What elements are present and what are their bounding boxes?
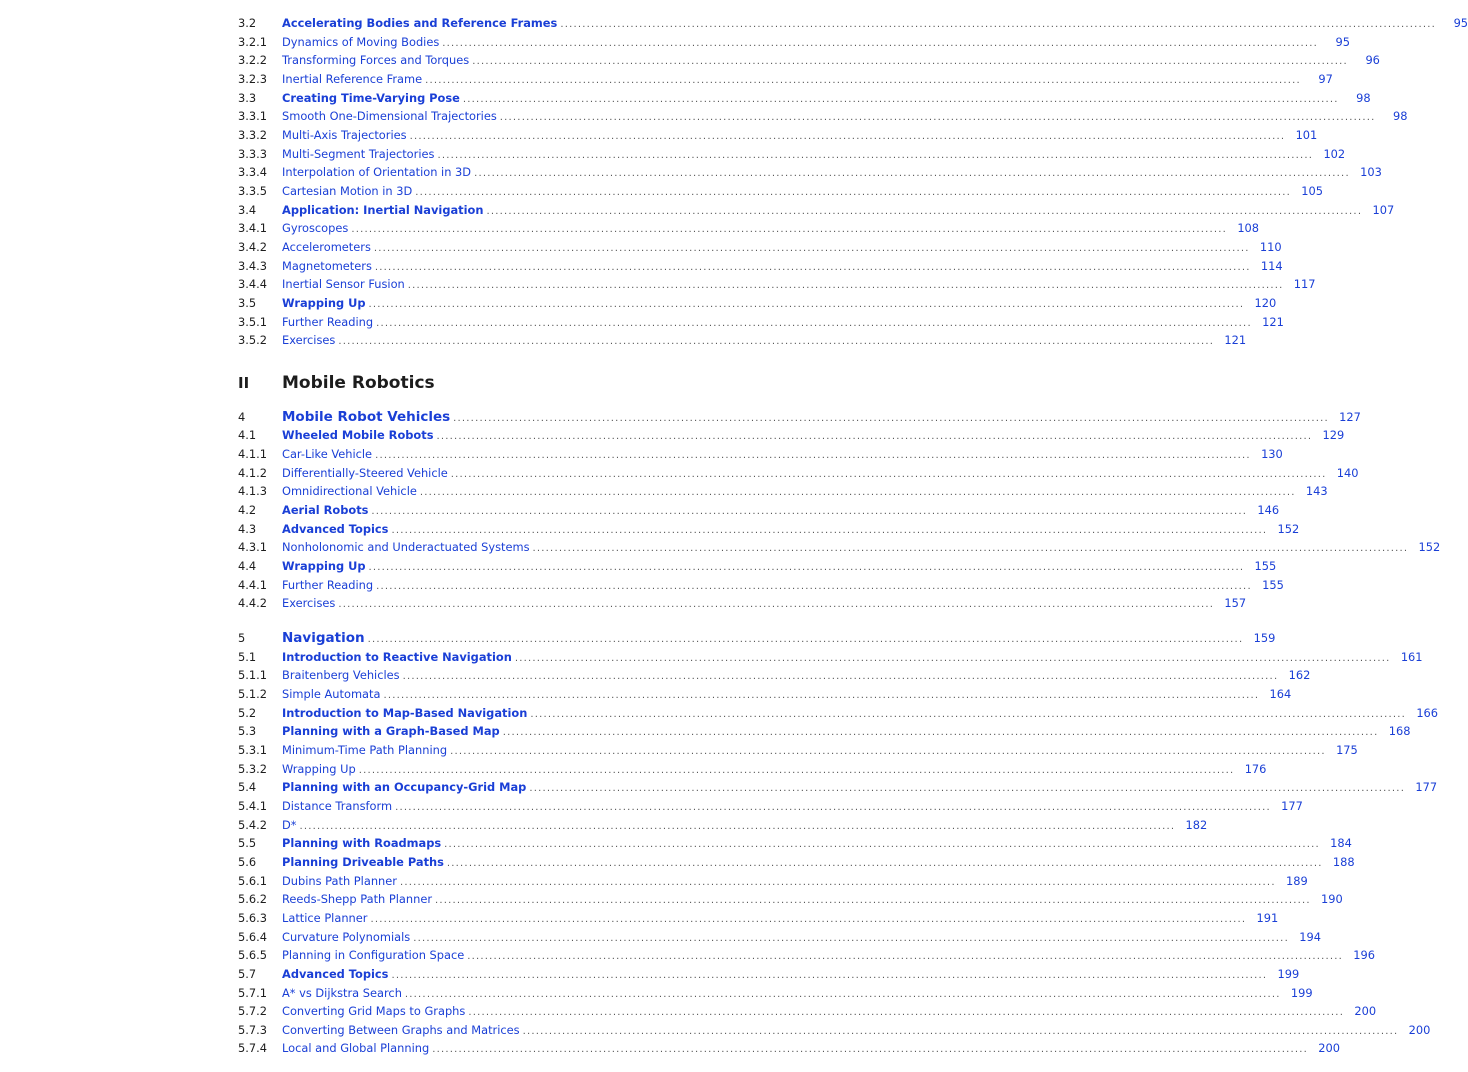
dot-leader: ........................................................................................................................................................................................................ bbox=[529, 783, 1406, 795]
toc-group-chapter-4 bbox=[238, 408, 1441, 613]
toc-entry[interactable] bbox=[238, 51, 1380, 70]
toc-entry[interactable] bbox=[238, 107, 1408, 126]
page-number-link[interactable]: 98 bbox=[1393, 109, 1408, 124]
toc-entry[interactable] bbox=[238, 741, 1358, 760]
section-number: 3.4.1 bbox=[238, 221, 267, 236]
page-number-link[interactable]: 98 bbox=[1356, 90, 1371, 105]
section-number: 5.6.5 bbox=[238, 948, 267, 963]
section-title-link[interactable]: Advanced Topics bbox=[282, 966, 389, 981]
section-title-link[interactable]: Wrapping Up bbox=[282, 295, 366, 310]
toc-entry[interactable] bbox=[238, 182, 1324, 201]
page-number-link[interactable]: 176 bbox=[1244, 761, 1267, 776]
toc-entry[interactable] bbox=[238, 557, 1277, 576]
section-title-link[interactable]: Accelerating Bodies and Reference Frames bbox=[282, 16, 558, 30]
toc-entry[interactable] bbox=[238, 1039, 1340, 1058]
section-title-link[interactable]: Planning with a Graph-Based Map bbox=[282, 724, 500, 739]
section-number: 5.2 bbox=[238, 705, 257, 720]
section-number: 5.4.1 bbox=[238, 798, 267, 813]
section-title-link[interactable]: Car-Like Vehicle bbox=[282, 447, 373, 462]
dot-leader: ........................................................................................................................................................................................................ bbox=[436, 431, 1313, 443]
page-number-link[interactable]: 190 bbox=[1321, 892, 1343, 907]
section-title-link[interactable]: Exercises bbox=[282, 333, 336, 348]
part-number: II bbox=[238, 373, 250, 392]
toc-entry[interactable] bbox=[238, 946, 1376, 965]
dot-leader: ........................................................................................................................................................................................................ bbox=[407, 280, 1284, 292]
section-number: 5.7 bbox=[238, 966, 257, 981]
page-number-link[interactable]: 102 bbox=[1323, 146, 1346, 161]
section-title-link[interactable]: Multi-Axis Trajectories bbox=[282, 127, 407, 142]
dot-leader: ........................................................................................................................................................................................................ bbox=[419, 487, 1296, 499]
page-number-link[interactable]: 175 bbox=[1336, 742, 1358, 757]
section-number: 3.3 bbox=[238, 90, 257, 105]
section-title-link[interactable]: Omnidirectional Vehicle bbox=[282, 484, 417, 499]
section-title-link[interactable]: Mobile Robot Vehicles bbox=[282, 408, 451, 425]
table-of-contents bbox=[238, 14, 1468, 1058]
dot-leader: ........................................................................................................................................................................................................ bbox=[502, 727, 1379, 739]
section-title-link[interactable]: Further Reading bbox=[282, 577, 374, 592]
toc-entry[interactable] bbox=[238, 816, 1208, 835]
section-number: 3.2 bbox=[238, 16, 257, 30]
section-number: 5.6.4 bbox=[238, 929, 267, 944]
dot-leader: ........................................................................................................................................................................................................ bbox=[409, 130, 1286, 142]
section-title-link[interactable]: Dynamics of Moving Bodies bbox=[282, 34, 440, 49]
dot-leader: ........................................................................................................................................................................................................ bbox=[450, 468, 1327, 480]
dot-leader: ........................................................................................................................................................................................................ bbox=[299, 820, 1176, 832]
section-title-link[interactable]: Local and Global Planning bbox=[282, 1041, 430, 1056]
section-title-link[interactable]: Further Reading bbox=[282, 314, 374, 329]
spacer bbox=[238, 350, 750, 372]
section-title-link[interactable]: Introduction to Reactive Navigation bbox=[282, 649, 512, 664]
toc-entry[interactable] bbox=[238, 984, 1313, 1003]
toc-entry[interactable] bbox=[238, 629, 1276, 648]
section-title-link[interactable]: Wrapping Up bbox=[282, 559, 366, 574]
page-number-link[interactable]: 168 bbox=[1388, 724, 1411, 739]
toc-group-chapter-3 bbox=[238, 14, 1468, 350]
section-title-link[interactable]: Magnetometers bbox=[282, 258, 372, 273]
dot-leader: ........................................................................................................................................................................................................ bbox=[370, 913, 1247, 925]
section-title-link[interactable]: Braitenberg Vehicles bbox=[282, 668, 400, 683]
dot-leader: ........................................................................................................................................................................................................ bbox=[391, 524, 1268, 536]
page-number-link[interactable]: 140 bbox=[1336, 465, 1359, 480]
dot-leader: ........................................................................................................................................................................................................ bbox=[404, 988, 1281, 1000]
section-title-link[interactable]: Reeds-Shepp Path Planner bbox=[282, 892, 433, 907]
section-title-link[interactable]: Converting Grid Maps to Graphs bbox=[282, 1004, 466, 1019]
page-number-link[interactable]: 166 bbox=[1416, 705, 1439, 720]
page-number-link[interactable]: 161 bbox=[1400, 649, 1423, 664]
toc-entry[interactable] bbox=[238, 594, 1247, 613]
dot-leader: ........................................................................................................................................................................................................ bbox=[375, 450, 1251, 462]
section-number: 5.3.2 bbox=[238, 761, 267, 776]
toc-entry[interactable] bbox=[238, 14, 1468, 33]
page-number-link[interactable]: 191 bbox=[1256, 910, 1279, 925]
page-number-link[interactable]: 194 bbox=[1299, 929, 1321, 944]
section-number: 5.4.2 bbox=[238, 817, 267, 832]
section-number: 4.1.1 bbox=[238, 447, 267, 462]
toc-entry[interactable] bbox=[238, 445, 1283, 464]
section-number: 5.7.1 bbox=[238, 985, 267, 1000]
dot-leader: ........................................................................................................................................................................................................ bbox=[444, 839, 1320, 851]
section-number: 4.2 bbox=[238, 503, 257, 518]
section-title-link[interactable]: Cartesian Motion in 3D bbox=[282, 183, 413, 198]
toc-entry[interactable] bbox=[238, 294, 1277, 313]
toc-entry[interactable] bbox=[238, 760, 1267, 779]
section-title-link[interactable]: Inertial Reference Frame bbox=[282, 71, 423, 86]
section-title-link[interactable]: Wheeled Mobile Robots bbox=[282, 428, 434, 443]
dot-leader: ........................................................................................................................................................................................................ bbox=[413, 932, 1289, 944]
section-number: 5.6.2 bbox=[238, 892, 267, 907]
toc-entry[interactable] bbox=[238, 538, 1441, 557]
section-number: 4.1.2 bbox=[238, 465, 267, 480]
page-number-link[interactable]: 200 bbox=[1408, 1022, 1431, 1037]
toc-entry[interactable] bbox=[238, 685, 1292, 704]
section-title-link[interactable]: Application: Inertial Navigation bbox=[282, 202, 484, 217]
toc-group-chapter-5 bbox=[238, 629, 1439, 1058]
section-number: 4.4 bbox=[238, 559, 257, 574]
section-title-link[interactable]: Advanced Topics bbox=[282, 521, 389, 536]
dot-leader: ........................................................................................................................................................................................................ bbox=[474, 168, 1350, 180]
section-number: 5.7.3 bbox=[238, 1022, 267, 1037]
toc-entry[interactable] bbox=[238, 501, 1280, 520]
section-title-link[interactable]: Transforming Forces and Torques bbox=[282, 53, 470, 68]
page-number-link[interactable]: 162 bbox=[1288, 668, 1311, 683]
toc-entry[interactable] bbox=[238, 201, 1395, 220]
dot-leader: ........................................................................................................................................................................................................ bbox=[514, 652, 1391, 664]
dot-leader: ........................................................................................................................................................................................................ bbox=[467, 951, 1344, 963]
dot-leader: ........................................................................................................................................................................................................ bbox=[368, 562, 1245, 574]
page-number-link[interactable]: 155 bbox=[1254, 559, 1277, 574]
spacer bbox=[238, 394, 750, 408]
section-title-link[interactable]: Gyroscopes bbox=[282, 221, 349, 236]
page-number-link[interactable]: 200 bbox=[1318, 1041, 1340, 1056]
section-number: 3.5 bbox=[238, 295, 257, 310]
page-number-link[interactable]: 127 bbox=[1339, 409, 1361, 424]
section-title-link[interactable]: Creating Time-Varying Pose bbox=[282, 90, 460, 105]
dot-leader: ........................................................................................................................................................................................................ bbox=[374, 261, 1251, 273]
section-number: 3.3.1 bbox=[238, 109, 267, 124]
page-number-link[interactable]: 188 bbox=[1332, 854, 1355, 869]
toc-entry[interactable] bbox=[238, 331, 1247, 350]
dot-leader: ........................................................................................................................................................................................................ bbox=[376, 580, 1252, 592]
section-number: 5.6.1 bbox=[238, 873, 267, 888]
section-number: 3.4.2 bbox=[238, 239, 267, 254]
toc-entry[interactable] bbox=[238, 257, 1283, 276]
dot-leader: ........................................................................................................................................................................................................ bbox=[530, 708, 1407, 720]
dot-leader: ........................................................................................................................................................................................................ bbox=[376, 317, 1252, 329]
dot-leader: ........................................................................................................................................................................................................ bbox=[472, 56, 1348, 68]
dot-leader: ........................................................................................................................................................................................................ bbox=[450, 745, 1326, 757]
dot-leader: ........................................................................................................................................................................................................ bbox=[402, 671, 1279, 683]
section-number: 3.3.5 bbox=[238, 183, 267, 198]
section-number: 5.5 bbox=[238, 836, 257, 851]
page-number-link[interactable]: 120 bbox=[1254, 295, 1277, 310]
page-number-link[interactable]: 110 bbox=[1259, 239, 1282, 254]
page-number-link[interactable]: 159 bbox=[1253, 631, 1276, 646]
section-number: 3.2.2 bbox=[238, 53, 267, 68]
page-number-link[interactable]: 196 bbox=[1353, 948, 1376, 963]
toc-entry[interactable] bbox=[238, 1002, 1377, 1021]
section-title-link[interactable]: Multi-Segment Trajectories bbox=[282, 146, 435, 161]
page-number-link[interactable]: 121 bbox=[1224, 333, 1247, 348]
section-title-link[interactable]: Planning Driveable Paths bbox=[282, 854, 444, 869]
section-number: 5.7.2 bbox=[238, 1004, 267, 1019]
section-number: 3.3.2 bbox=[238, 127, 267, 142]
dot-leader: ........................................................................................................................................................................................................ bbox=[368, 298, 1245, 310]
toc-entry[interactable] bbox=[238, 778, 1438, 797]
section-number: 3.4.4 bbox=[238, 277, 267, 292]
section-number: 3.4 bbox=[238, 202, 257, 217]
page-number-link[interactable]: 152 bbox=[1418, 540, 1441, 555]
section-title-link[interactable]: Exercises bbox=[282, 596, 336, 611]
section-title-link[interactable]: Navigation bbox=[282, 630, 365, 647]
toc-entry[interactable] bbox=[238, 520, 1300, 539]
section-number: 5.1 bbox=[238, 649, 257, 664]
section-title-link[interactable]: Wrapping Up bbox=[282, 761, 356, 776]
section-title-link[interactable]: Inertial Sensor Fusion bbox=[282, 277, 405, 292]
page-number-link[interactable]: 95 bbox=[1453, 16, 1468, 30]
toc-entry[interactable] bbox=[238, 1021, 1431, 1040]
page-number-link[interactable]: 182 bbox=[1185, 817, 1208, 832]
page-number-link[interactable]: 155 bbox=[1262, 577, 1284, 592]
dot-leader: ........................................................................................................................................................................................................ bbox=[391, 969, 1268, 981]
section-title-link[interactable]: Distance Transform bbox=[282, 798, 393, 813]
section-title-link[interactable]: Curvature Polynomials bbox=[282, 929, 411, 944]
page-number-link[interactable]: 117 bbox=[1293, 277, 1316, 292]
part-heading[interactable] bbox=[238, 372, 750, 394]
toc-entry[interactable] bbox=[238, 70, 1333, 89]
section-title-link[interactable]: Simple Automata bbox=[282, 687, 381, 701]
page-number-link[interactable]: 200 bbox=[1354, 1004, 1377, 1019]
section-number: 4.3.1 bbox=[238, 540, 267, 555]
toc-entry[interactable] bbox=[238, 238, 1282, 257]
section-title-link[interactable]: Lattice Planner bbox=[282, 910, 368, 925]
section-number: 5.6 bbox=[238, 854, 257, 869]
toc-entry[interactable] bbox=[238, 426, 1345, 445]
spacer bbox=[238, 613, 750, 629]
section-title-link[interactable]: Smooth One-Dimensional Trajectories bbox=[282, 109, 497, 124]
section-number: 4.4.2 bbox=[238, 596, 267, 611]
dot-leader: ........................................................................................................................................................................................................ bbox=[395, 801, 1271, 813]
dot-leader: ........................................................................................................................................................................................................ bbox=[367, 634, 1244, 646]
section-number: 5.1.1 bbox=[238, 668, 267, 683]
page-number-link[interactable]: 199 bbox=[1290, 985, 1313, 1000]
page-number-link[interactable]: 114 bbox=[1260, 258, 1283, 273]
section-number: 5.3.1 bbox=[238, 742, 267, 757]
dot-leader: ........................................................................................................................................................................................................ bbox=[437, 149, 1314, 161]
dot-leader: ........................................................................................................................................................................................................ bbox=[358, 764, 1235, 776]
toc-entry[interactable] bbox=[238, 890, 1343, 909]
page-number-link[interactable]: 129 bbox=[1322, 428, 1345, 443]
dot-leader: ........................................................................................................................................................................................................ bbox=[432, 1044, 1308, 1056]
section-number: 4.3 bbox=[238, 521, 257, 536]
section-number: 5.7.4 bbox=[238, 1041, 267, 1056]
page-number-link[interactable]: 184 bbox=[1330, 836, 1352, 851]
dot-leader: ........................................................................................................................................................................................................ bbox=[560, 19, 1437, 30]
dot-leader: ........................................................................................................................................................................................................ bbox=[499, 112, 1376, 124]
page-number-link[interactable]: 177 bbox=[1281, 798, 1303, 813]
toc-entry[interactable] bbox=[238, 965, 1300, 984]
page-number-link[interactable]: 157 bbox=[1224, 596, 1247, 611]
section-number: 4.4.1 bbox=[238, 577, 267, 592]
section-title-link[interactable]: Aerial Robots bbox=[282, 503, 369, 518]
section-number: 4.1.3 bbox=[238, 484, 267, 499]
page-number-link[interactable]: 143 bbox=[1305, 484, 1328, 499]
section-title-link[interactable]: Differentially-Steered Vehicle bbox=[282, 465, 448, 480]
toc-entry[interactable] bbox=[238, 576, 1284, 595]
dot-leader: ........................................................................................................................................................................................................ bbox=[486, 205, 1363, 217]
dot-leader: ........................................................................................................................................................................................................ bbox=[468, 1007, 1345, 1019]
dot-leader: ........................................................................................................................................................................................................ bbox=[462, 93, 1339, 105]
page-number-link[interactable]: 152 bbox=[1277, 521, 1300, 536]
section-number: 3.5.2 bbox=[238, 333, 267, 348]
dot-leader: ........................................................................................................................................................................................................ bbox=[522, 1025, 1399, 1037]
dot-leader: ........................................................................................................................................................................................................ bbox=[371, 506, 1248, 518]
page-number-link[interactable]: 177 bbox=[1415, 780, 1438, 795]
section-title-link[interactable]: Interpolation of Orientation in 3D bbox=[282, 165, 472, 180]
toc-entry[interactable] bbox=[238, 33, 1351, 52]
toc-entry[interactable] bbox=[238, 275, 1316, 294]
section-number: 3.4.3 bbox=[238, 258, 267, 273]
section-number: 3.2.3 bbox=[238, 71, 267, 86]
section-number: 5.6.3 bbox=[238, 910, 267, 925]
part-title: Mobile Robotics bbox=[282, 372, 435, 393]
section-number: 5.3 bbox=[238, 724, 257, 739]
section-title-link[interactable]: Planning in Configuration Space bbox=[282, 948, 465, 963]
page-number-link[interactable]: 96 bbox=[1365, 53, 1380, 68]
page-number-link[interactable]: 130 bbox=[1261, 447, 1283, 462]
toc-entry[interactable] bbox=[238, 704, 1439, 723]
section-number: 4 bbox=[238, 409, 246, 424]
toc-entry[interactable] bbox=[238, 313, 1284, 332]
section-number: 3.3.3 bbox=[238, 146, 267, 161]
section-title-link[interactable]: Minimum-Time Path Planning bbox=[282, 742, 448, 757]
dot-leader: ........................................................................................................................................................................................................ bbox=[338, 599, 1215, 611]
section-title-link[interactable]: Introduction to Map-Based Navigation bbox=[282, 705, 528, 720]
section-title-link[interactable]: Planning with Roadmaps bbox=[282, 836, 442, 851]
section-number: 5.4 bbox=[238, 780, 257, 795]
toc-entry[interactable] bbox=[238, 909, 1279, 928]
page-number-link[interactable]: 103 bbox=[1360, 165, 1382, 180]
toc-entry[interactable] bbox=[238, 408, 1361, 427]
toc-entry[interactable] bbox=[238, 126, 1318, 145]
section-title-link[interactable]: D* bbox=[282, 817, 297, 832]
toc-entry[interactable] bbox=[238, 722, 1411, 741]
page-number-link[interactable]: 199 bbox=[1277, 966, 1300, 981]
dot-leader: ........................................................................................................................................................................................................ bbox=[399, 876, 1276, 888]
dot-leader: ........................................................................................................................................................................................................ bbox=[338, 336, 1215, 348]
page-number-link[interactable]: 95 bbox=[1335, 34, 1351, 49]
dot-leader: ........................................................................................................................................................................................................ bbox=[425, 74, 1301, 86]
dot-leader: ........................................................................................................................................................................................................ bbox=[373, 242, 1250, 254]
section-title-link[interactable]: Accelerometers bbox=[282, 239, 371, 254]
toc-entry[interactable] bbox=[238, 797, 1303, 816]
toc-entry[interactable] bbox=[238, 834, 1352, 853]
page-number-link[interactable]: 164 bbox=[1269, 687, 1292, 701]
section-number: 5 bbox=[238, 631, 246, 646]
dot-leader: ........................................................................................................................................................................................................ bbox=[442, 37, 1319, 49]
section-title-link[interactable]: Planning with an Occupancy-Grid Map bbox=[282, 780, 527, 795]
toc-entry[interactable] bbox=[238, 89, 1371, 108]
section-title-link[interactable]: Converting Between Graphs and Matrices bbox=[282, 1022, 520, 1037]
section-number: 5.1.2 bbox=[238, 687, 267, 701]
toc-entry[interactable] bbox=[238, 482, 1328, 501]
dot-leader: ........................................................................................................................................................................................................ bbox=[446, 857, 1323, 869]
page-number-link[interactable]: 146 bbox=[1257, 503, 1280, 518]
page-number-link[interactable]: 108 bbox=[1237, 221, 1260, 236]
toc-entry[interactable] bbox=[238, 853, 1355, 872]
section-number: 4.1 bbox=[238, 428, 257, 443]
toc-entry[interactable] bbox=[238, 872, 1308, 891]
page-number-link[interactable]: 97 bbox=[1318, 71, 1333, 86]
dot-leader: ........................................................................................................................................................................................................ bbox=[415, 186, 1292, 198]
toc-entry[interactable] bbox=[238, 145, 1346, 164]
dot-leader: ........................................................................................................................................................................................................ bbox=[453, 412, 1329, 424]
section-number: 3.2.1 bbox=[238, 34, 267, 49]
section-number: 3.5.1 bbox=[238, 314, 267, 329]
dot-leader: ........................................................................................................................................................................................................ bbox=[532, 543, 1409, 555]
section-title-link[interactable]: A* vs Dijkstra Search bbox=[282, 985, 402, 1000]
page-number-link[interactable]: 107 bbox=[1372, 202, 1395, 217]
section-title-link[interactable]: Nonholonomic and Underactuated Systems bbox=[282, 540, 530, 555]
toc-entry[interactable] bbox=[238, 928, 1321, 947]
page-number-link[interactable]: 121 bbox=[1262, 314, 1284, 329]
toc-entry[interactable] bbox=[238, 219, 1260, 238]
toc-entry[interactable] bbox=[238, 464, 1359, 483]
toc-entry[interactable] bbox=[238, 666, 1311, 685]
section-title-link[interactable]: Dubins Path Planner bbox=[282, 873, 397, 888]
page-number-link[interactable]: 105 bbox=[1301, 183, 1324, 198]
dot-leader: ........................................................................................................................................................................................................ bbox=[435, 895, 1311, 907]
dot-leader: ........................................................................................................................................................................................................ bbox=[383, 690, 1260, 701]
dot-leader: ........................................................................................................................................................................................................ bbox=[351, 224, 1228, 236]
page-number-link[interactable]: 101 bbox=[1295, 127, 1318, 142]
page-number-link[interactable]: 189 bbox=[1285, 873, 1308, 888]
toc-entry[interactable] bbox=[238, 648, 1423, 667]
toc-entry[interactable] bbox=[238, 163, 1382, 182]
section-number: 3.3.4 bbox=[238, 165, 267, 180]
